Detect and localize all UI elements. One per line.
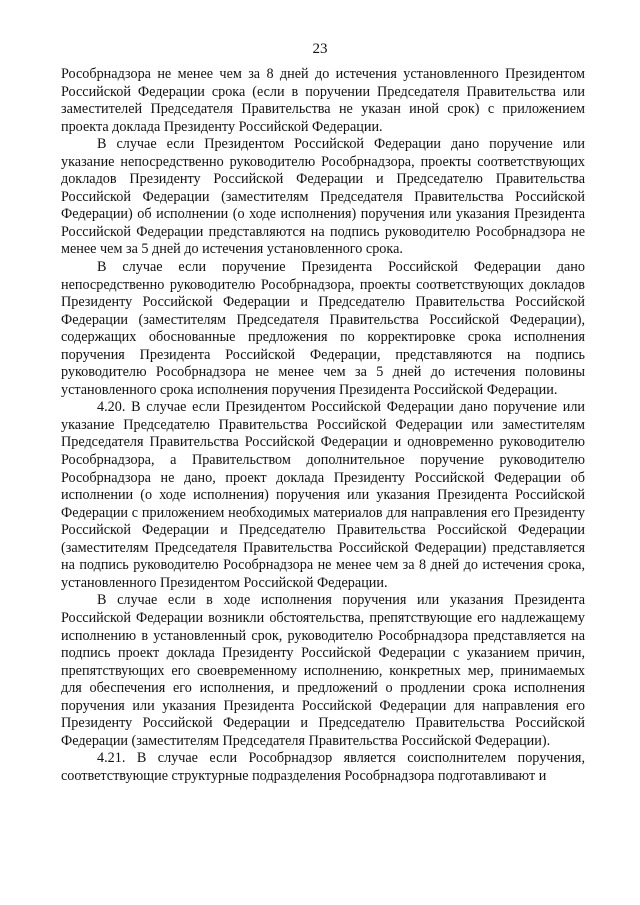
paragraph-clause-4-21: 4.21. В случае если Рособрнадзор является соисполнителем поручения, соответствующие структурные подразделения Рособрнадзора подготавливают и: [61, 750, 585, 784]
paragraph-continuation: Рособрнадзора не менее чем за 8 дней до истечения установленного Президентом Российской Федерации срока (если в поручении Председателя Правительства или заместителей Председателя Правительства не указан иной срок) с приложением проекта доклада Президенту Российской Федерации.: [61, 66, 585, 135]
document-body: [61, 66, 585, 785]
paragraph-clause-4-20: 4.20. В случае если Президентом Российской Федерации дано поручение или указание Председателю Правительства Российской Федерации или заместителям Председателя Правительства Российской Федерации и одновременно руководителю Рособрнадзора, а Правительством дополнительное поручение руководителю Рособрнадзора не дано, проект доклада Президенту Российской Федерации об исполнении (о ходе исполнения) поручения или указания Президента Российской Федерации с приложением необходимых материалов для направления его Президенту Российской Федерации и Председателю Правительства Российской Федерации (заместителям Председателя Правительства Российской Федерации) представляется на подпись руководителю Рособрнадзора не менее чем за 8 дней до истечения срока, установленного Президентом Российской Федерации.: [61, 399, 585, 591]
paragraph-obstacles: В случае если в ходе исполнения поручения или указания Президента Российской Федерации возникли обстоятельства, препятствующие его надлежащему исполнению в установленный срок, руководителю Рособрнадзора представляется на подпись проект доклада Президенту Российской Федерации с указанием причин, препятствующих его своевременному исполнению, конкретных мер, принимаемых для обеспечения его исполнения, и предложений о продлении срока исполнения поручения или указания Президента Российской Федерации для направления его Президенту Российской Федерации и Председателю Правительства Российской Федерации (заместителям Председателя Правительства Российской Федерации).: [61, 592, 585, 749]
paragraph-deadline-correction: В случае если поручение Президента Российской Федерации дано непосредственно руководителю Рособрнадзора, проекты соответствующих докладов Президенту Российской Федерации и Председателю Правительства Российской Федерации (заместителям Председателя Правительства Российской Федерации), содержащих обоснованные предложения по корректировке срока исполнения поручения Президента Российской Федерации, представляются на подпись руководителю Рособрнадзора не менее чем за 5 дней до истечения половины установленного срока исполнения поручения Президента Российской Федерации.: [61, 259, 585, 398]
page-number: 23: [312, 41, 328, 57]
paragraph-direct-instruction: В случае если Президентом Российской Федерации дано поручение или указание непосредственно руководителю Рособрнадзора, проекты соответствующих докладов Президенту Российской Федерации и Председателю Правительства Российской Федерации (заместителям Председателя Правительства Российской Федерации) об исполнении (о ходе исполнения) поручения или указания Президента Российской Федерации представляются на подпись руководителю Рособрнадзора не менее чем за 5 дней до истечения установленного срока.: [61, 136, 585, 258]
